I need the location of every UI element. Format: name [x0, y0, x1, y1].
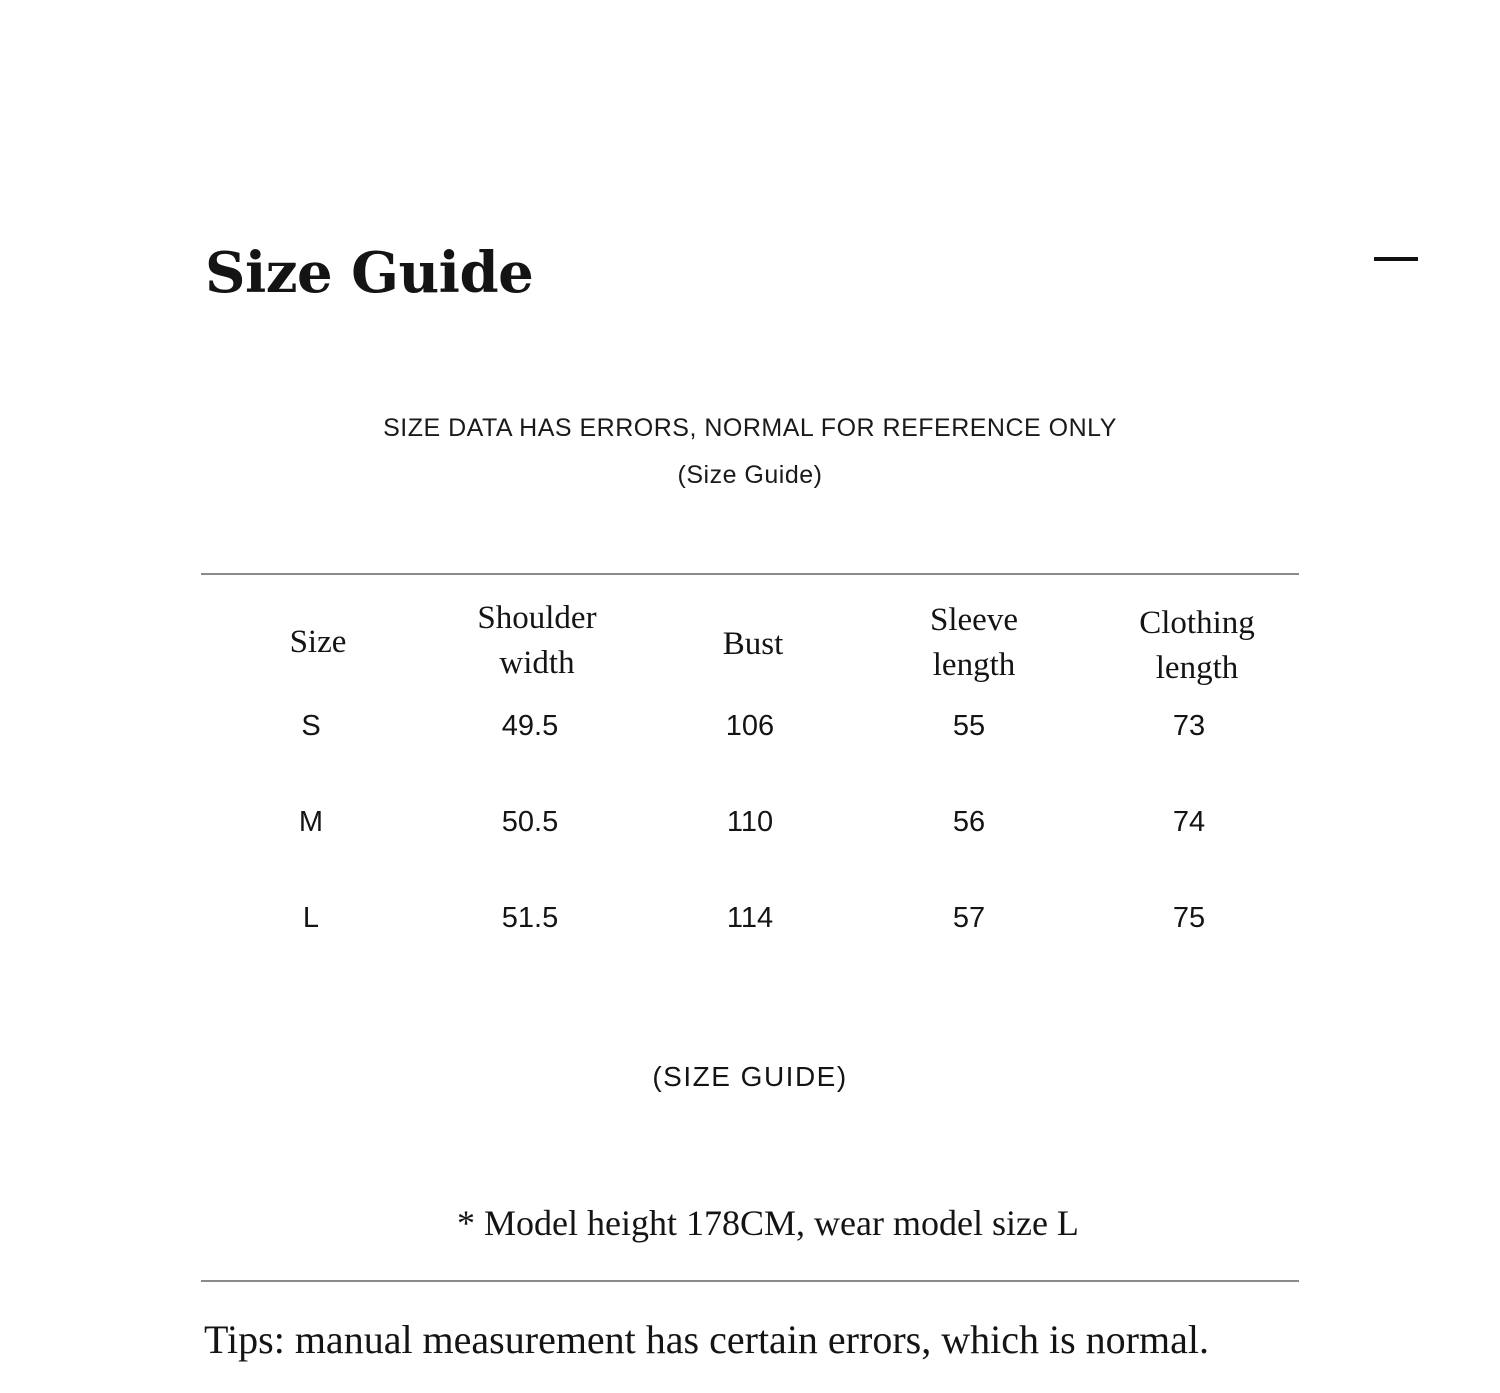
table-cell-sleeve-length: 56	[952, 806, 986, 838]
table-cell-clothing-length: 75	[1172, 902, 1206, 934]
size-guide-label: (SIZE GUIDE)	[652, 1061, 848, 1092]
table-top-divider	[201, 573, 1299, 575]
table-cell-sleeve-length: 55	[952, 710, 986, 742]
table-cell-clothing-length: 74	[1172, 806, 1206, 838]
table-cell-size: M	[298, 806, 324, 838]
column-header-clothing-length: Clothing length	[1139, 605, 1255, 686]
tips-text: Tips: manual measurement has certain errors, which is normal.	[204, 1317, 1209, 1362]
notice-line: SIZE DATA HAS ERRORS, NORMAL FOR REFERENCE ONLY	[383, 414, 1117, 442]
table-cell-clothing-length: 73	[1172, 710, 1206, 742]
notice-subtitle: (Size Guide)	[677, 461, 823, 489]
table-cell-sleeve-length: 57	[952, 902, 986, 934]
table-cell-size: S	[301, 710, 321, 742]
table-cell-size: L	[302, 902, 320, 934]
column-header-sleeve-length: Sleeve length	[930, 602, 1018, 683]
page-title: Size Guide	[205, 240, 534, 306]
table-cell-shoulder-width: 50.5	[501, 806, 559, 838]
footer-divider	[201, 1280, 1299, 1282]
column-header-shoulder-width: Shoulder width	[477, 600, 597, 681]
model-note: * Model height 178CM, wear model size L	[457, 1203, 1079, 1243]
table-cell-bust: 106	[725, 710, 775, 742]
column-header-bust: Bust	[722, 626, 784, 662]
table-cell-shoulder-width: 49.5	[501, 710, 559, 742]
column-header-size: Size	[289, 624, 347, 660]
table-cell-bust: 114	[726, 902, 774, 934]
table-cell-shoulder-width: 51.5	[501, 902, 559, 934]
collapse-icon[interactable]	[1374, 257, 1418, 261]
table-cell-bust: 110	[726, 806, 774, 838]
